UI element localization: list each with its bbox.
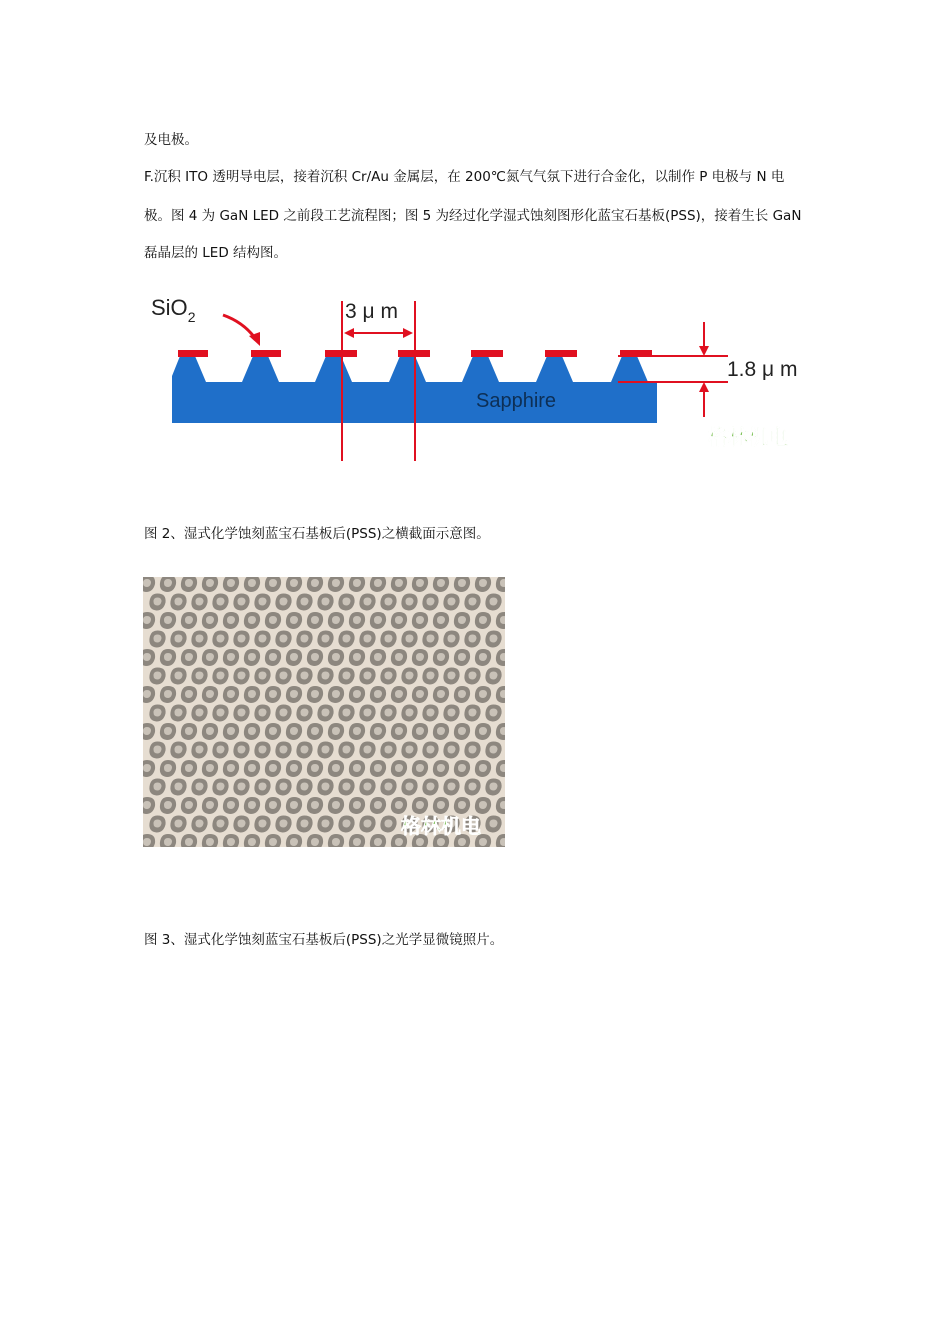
sio2-label: SiO$_2$ bbox=[151, 295, 196, 325]
pss-micrograph-image bbox=[143, 577, 505, 847]
height-label: 1.8 μ m bbox=[727, 358, 798, 381]
height-arrowhead-bottom bbox=[699, 382, 709, 392]
height-arrowhead-top bbox=[699, 346, 709, 356]
figure-3-caption: 图 3、湿式化学蚀刻蓝宝石基板后(PSS)之光学显微镜照片。 bbox=[144, 932, 504, 948]
sio2-cap bbox=[471, 350, 503, 357]
figure-2-caption: 图 2、湿式化学蚀刻蓝宝石基板后(PSS)之横截面示意图。 bbox=[144, 526, 490, 542]
sio2-cap bbox=[545, 350, 577, 357]
pitch-label: 3 μ m bbox=[345, 300, 398, 323]
pitch-arrowhead-left bbox=[344, 328, 354, 338]
pss-cross-section-figure bbox=[145, 286, 815, 462]
pss-micrograph-figure bbox=[143, 577, 505, 847]
paragraph-line-4: 磊晶层的 LED 结构图。 bbox=[144, 245, 288, 261]
sio2-cap bbox=[251, 350, 281, 357]
watermark-logo: 格林机电 bbox=[708, 425, 788, 449]
paragraph-line-1: 及电极。 bbox=[144, 132, 198, 148]
pss-cross-section-diagram bbox=[145, 286, 815, 462]
watermark-logo: 格林机电 bbox=[401, 814, 481, 838]
sio2-pointer-arrow bbox=[223, 315, 255, 338]
pitch-arrowhead-right bbox=[403, 328, 413, 338]
paragraph-line-3: 极。图 4 为 GaN LED 之前段工艺流程图；图 5 为经过化学湿式蚀刻图形化蓝宝石基板(PSS)，接着生长 GaN bbox=[144, 208, 802, 224]
sio2-cap bbox=[178, 350, 208, 357]
paragraph-line-2: F.沉积 ITO 透明导电层，接着沉积 Cr/Au 金属层，在 200℃氮气气氛下进行合金化，以制作 P 电极与 N 电 bbox=[144, 169, 785, 185]
sapphire-label: Sapphire bbox=[476, 390, 557, 412]
